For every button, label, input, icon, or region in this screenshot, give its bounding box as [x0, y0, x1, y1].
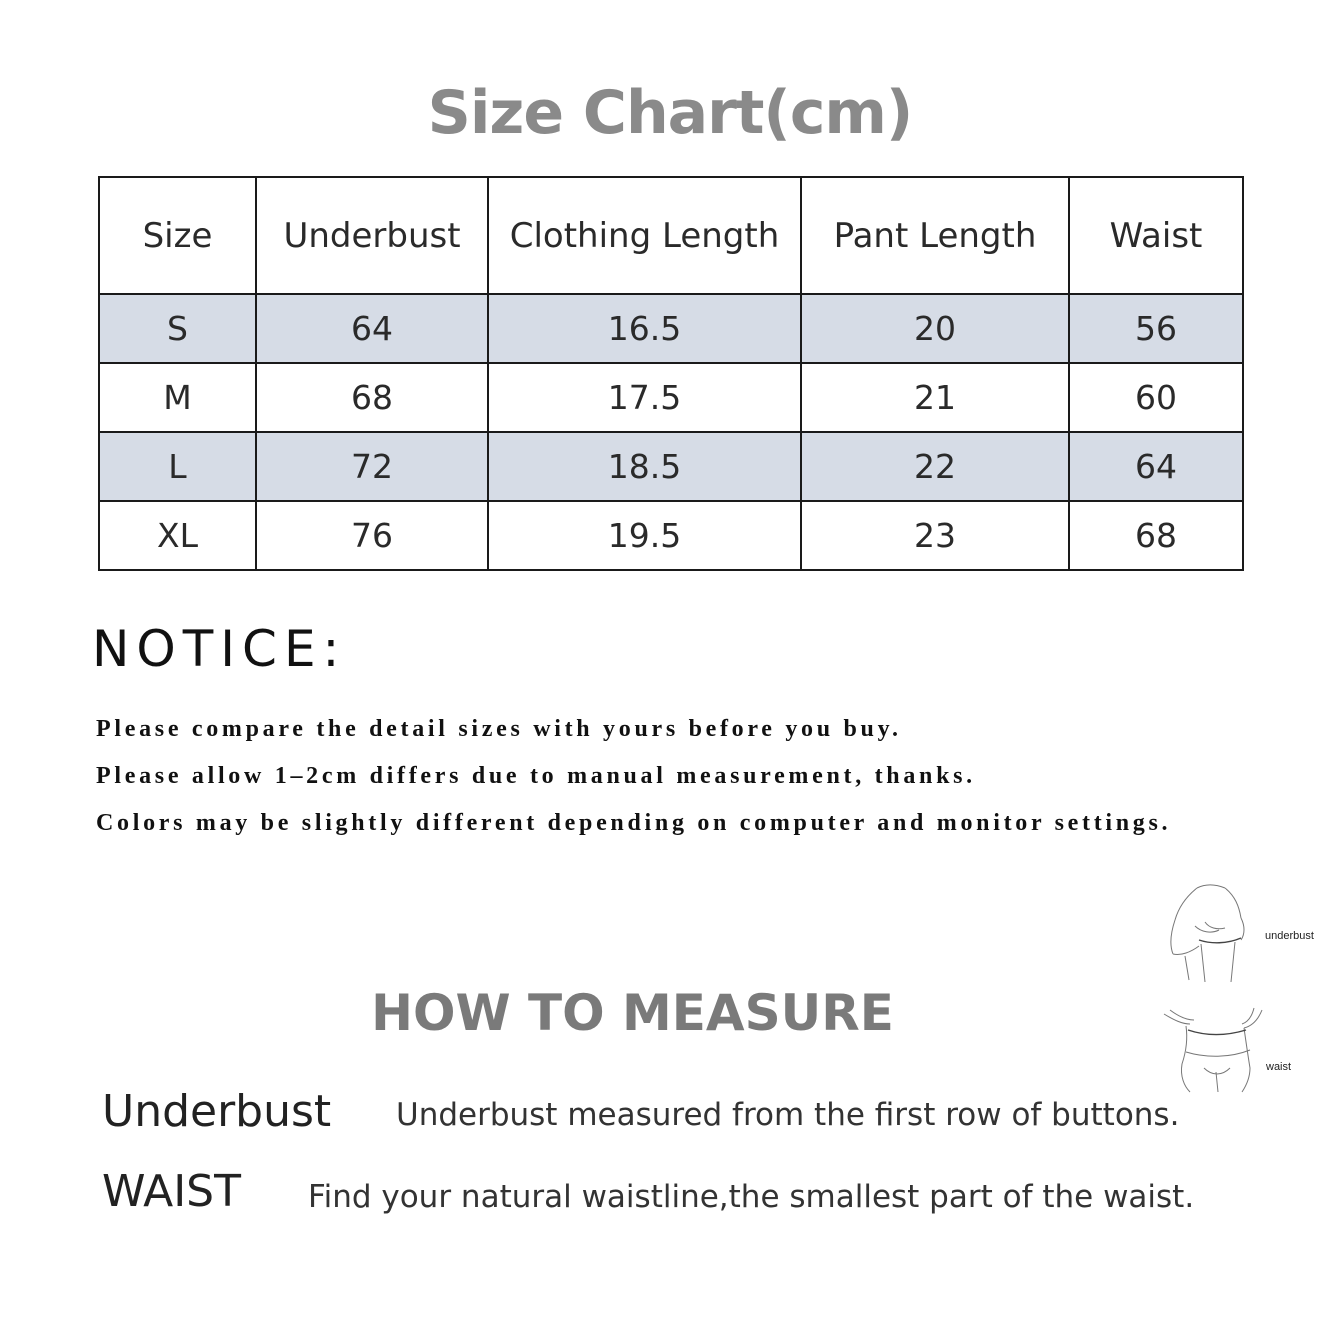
how-to-measure-title: HOW TO MEASURE: [371, 984, 894, 1042]
table-row: [99, 501, 1243, 570]
table-cell: 68: [256, 363, 488, 432]
notice-line: Please compare the detail sizes with yours before you buy.: [96, 716, 902, 742]
table-cell: 22: [801, 432, 1069, 501]
table-cell: 64: [1069, 432, 1243, 501]
table-cell: 16.5: [488, 294, 801, 363]
header-underbust: Underbust: [256, 177, 488, 294]
table-cell: 68: [1069, 501, 1243, 570]
measure-term-underbust: Underbust: [102, 1086, 332, 1137]
header-clothing-length: Clothing Length: [488, 177, 801, 294]
table-cell: 72: [256, 432, 488, 501]
underbust-label: underbust: [1265, 930, 1314, 942]
table-cell: XL: [99, 501, 256, 570]
header-size: Size: [99, 177, 256, 294]
header-waist: Waist: [1069, 177, 1243, 294]
table-cell: 17.5: [488, 363, 801, 432]
header-pant-length: Pant Length: [801, 177, 1069, 294]
table-cell: 20: [801, 294, 1069, 363]
measure-desc-underbust: Underbust measured from the first row of buttons.: [396, 1097, 1180, 1133]
underbust-figure-icon: [1165, 882, 1265, 984]
table-row: [99, 432, 1243, 501]
notice-heading: NOTICE:: [92, 620, 347, 678]
table-row: [99, 363, 1243, 432]
table-cell: 23: [801, 501, 1069, 570]
table-cell: 60: [1069, 363, 1243, 432]
table-cell: 76: [256, 501, 488, 570]
table-cell: M: [99, 363, 256, 432]
table-cell: 56: [1069, 294, 1243, 363]
notice-line: Please allow 1–2cm differs due to manual measurement, thanks.: [96, 763, 976, 789]
table-cell: L: [99, 432, 256, 501]
table-cell: S: [99, 294, 256, 363]
table-cell: 64: [256, 294, 488, 363]
table-cell: 18.5: [488, 432, 801, 501]
size-table: [98, 176, 1244, 571]
table-cell: 21: [801, 363, 1069, 432]
table-header-row: [99, 177, 1243, 294]
notice-line: Colors may be slightly different depending on computer and monitor settings.: [96, 810, 1172, 836]
measure-term-waist: WAIST: [102, 1166, 241, 1217]
measure-desc-waist: Find your natural waistline,the smallest part of the waist.: [308, 1179, 1195, 1215]
waist-label: waist: [1266, 1061, 1292, 1073]
page-title: Size Chart(cm): [427, 78, 913, 148]
table-cell: 19.5: [488, 501, 801, 570]
table-row: [99, 294, 1243, 363]
